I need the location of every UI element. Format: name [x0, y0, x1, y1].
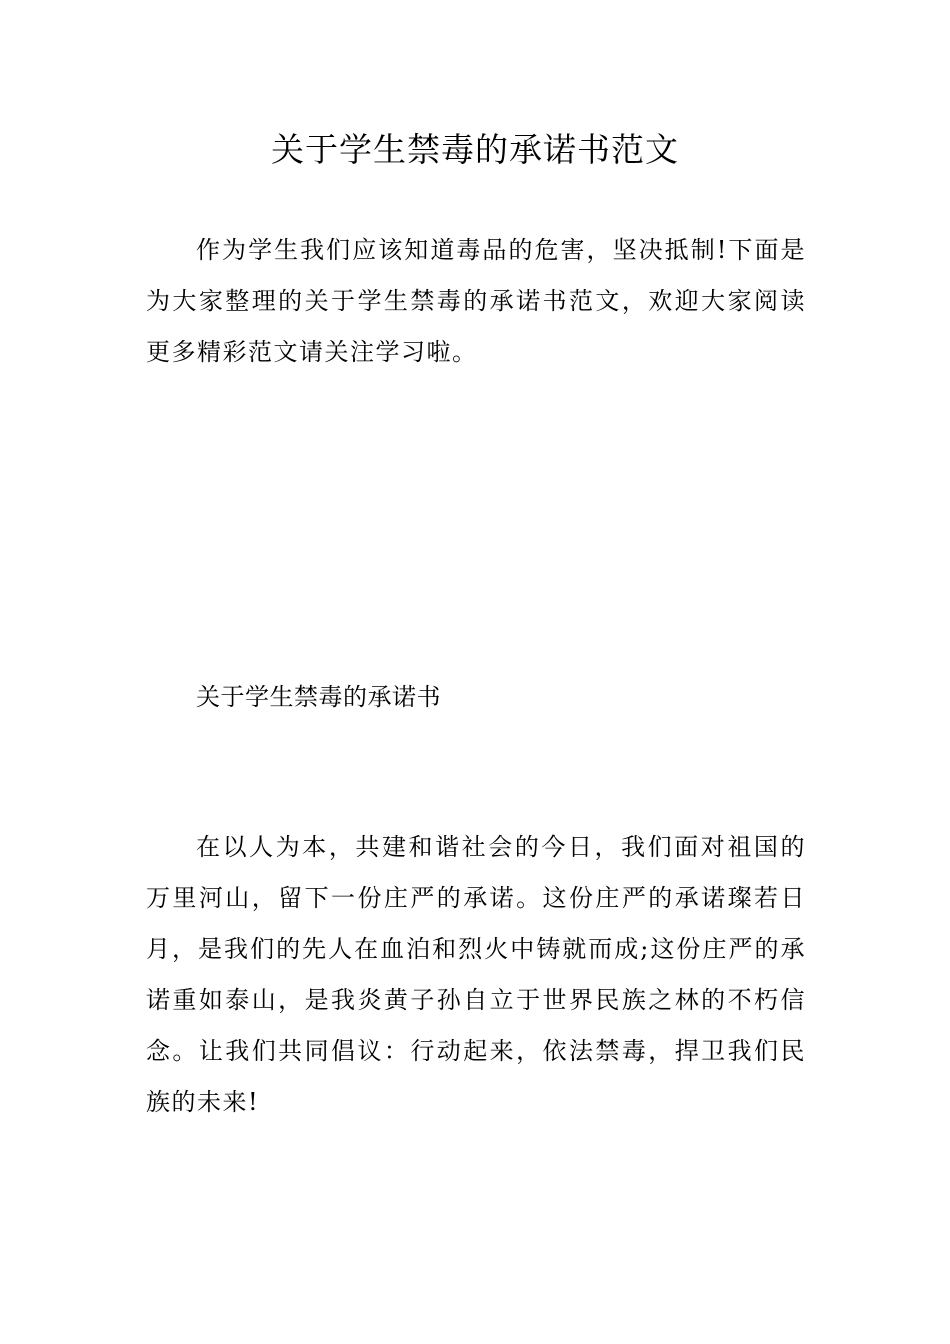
intro-paragraph: 作为学生我们应该知道毒品的危害，坚决抵制!下面是为大家整理的关于学生禁毒的承诺书范文，欢迎大家阅读更多精彩范文请关注学习啦。	[146, 236, 806, 366]
document-title: 关于学生禁毒的承诺书范文	[271, 130, 679, 169]
section-heading: 关于学生禁毒的承诺书	[196, 683, 441, 711]
body-paragraph: 在以人为本，共建和谐社会的今日，我们面对祖国的万里河山，留下一份庄严的承诺。这份庄严的承诺璨若日月，是我们的先人在血泊和烈火中铸就而成;这份庄严的承诺重如泰山，是我炎黄子孙自立于世界民族之林的不朽信念。让我们共同倡议：行动起来，依法禁毒，捍卫我们民族的未来!	[146, 833, 806, 1116]
